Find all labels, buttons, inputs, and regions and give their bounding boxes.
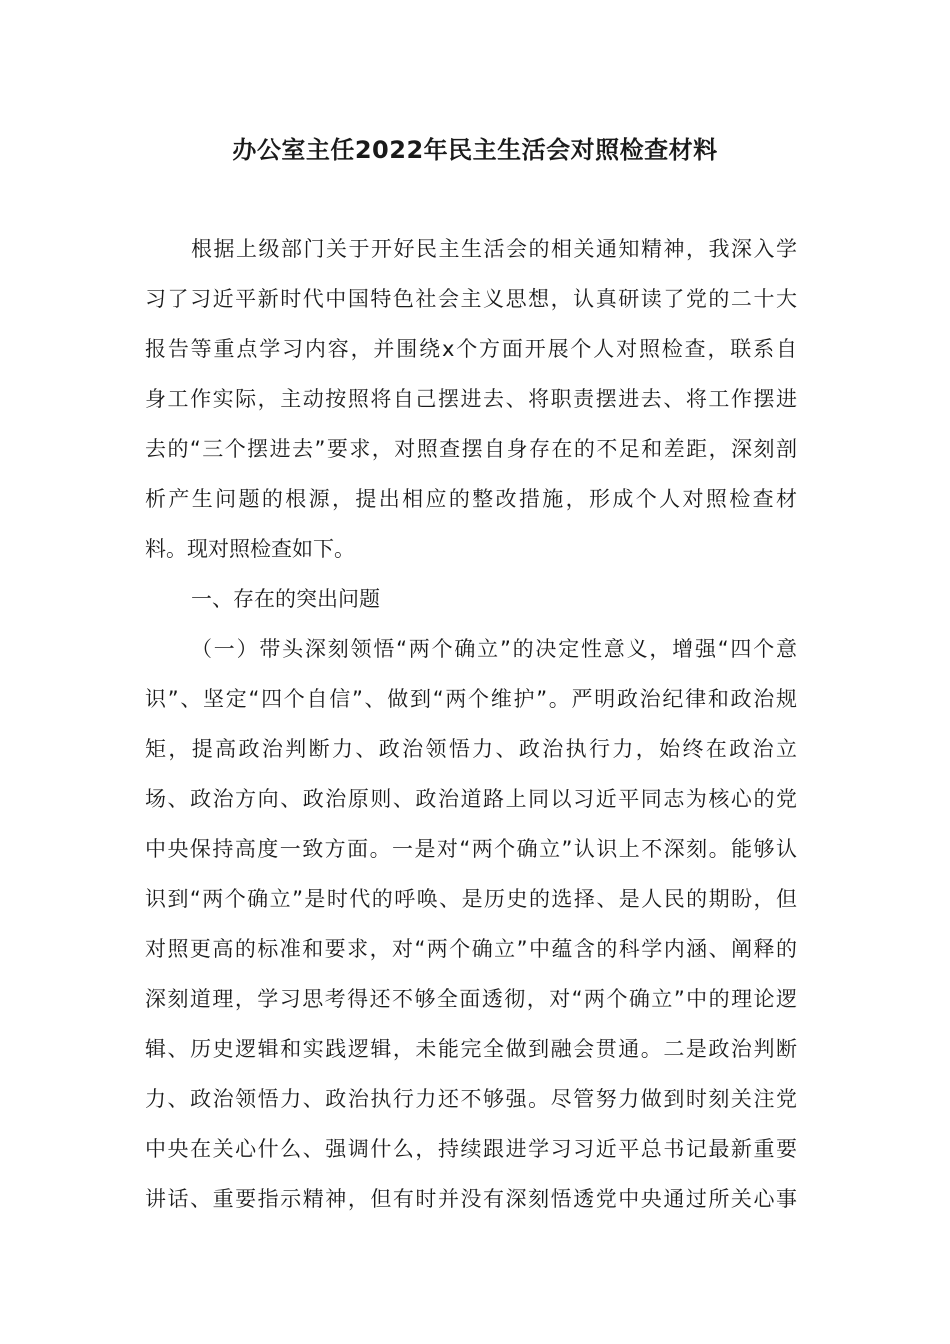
paragraph-line: 场、政治方向、政治原则、政治道路上同以习近平同志为核心的党 (145, 787, 797, 811)
paragraph-line: 身工作实际，主动按照将自己摆进去、将职责摆进去、将工作摆进 (145, 387, 797, 411)
paragraph-line: 习了习近平新时代中国特色社会主义思想，认真研读了党的二十大 (145, 287, 797, 311)
document-body (145, 224, 797, 1224)
paragraph-line: 对照更高的标准和要求，对“两个确立”中蕴含的科学内涵、阐释的 (145, 937, 797, 961)
paragraph-line: 中央在关心什么、强调什么，持续跟进学习习近平总书记最新重要 (145, 1137, 797, 1161)
paragraph-line: 识到“两个确立”是时代的呼唤、是历史的选择、是人民的期盼，但 (145, 887, 797, 911)
paragraph-line: 深刻道理，学习思考得还不够全面透彻，对“两个确立”中的理论逻 (145, 987, 797, 1011)
paragraph-line: 根据上级部门关于开好民主生活会的相关通知精神，我深入学 (191, 237, 797, 261)
paragraph-line: 去的“三个摆进去”要求，对照查摆自身存在的不足和差距，深刻剖 (145, 437, 797, 461)
paragraph-line: （一）带头深刻领悟“两个确立”的决定性意义，增强“四个意 (191, 637, 797, 661)
paragraph-line: 讲话、重要指示精神，但有时并没有深刻悟透党中央通过所关心事 (145, 1187, 797, 1211)
paragraph-line: 报告等重点学习内容，并围绕x个方面开展个人对照检查，联系自 (145, 337, 797, 361)
paragraph-line: 中央保持高度一致方面。一是对“两个确立”认识上不深刻。能够认 (145, 837, 797, 861)
document-title: 办公室主任2022年民主生活会对照检查材料 (232, 136, 718, 164)
paragraph-line: 矩，提高政治判断力、政治领悟力、政治执行力，始终在政治立 (145, 737, 797, 761)
paragraph-line: 料。现对照检查如下。 (145, 537, 355, 561)
paragraph-line: 力、政治领悟力、政治执行力还不够强。尽管努力做到时刻关注党 (145, 1087, 797, 1111)
paragraph-line: 辑、历史逻辑和实践逻辑，未能完全做到融会贯通。二是政治判断 (145, 1037, 797, 1061)
paragraph-line: 析产生问题的根源，提出相应的整改措施，形成个人对照检查材 (145, 487, 797, 511)
section-heading: 一、存在的突出问题 (191, 587, 380, 611)
paragraph-line: 识”、坚定“四个自信”、做到“两个维护”。严明政治纪律和政治规 (145, 687, 797, 711)
